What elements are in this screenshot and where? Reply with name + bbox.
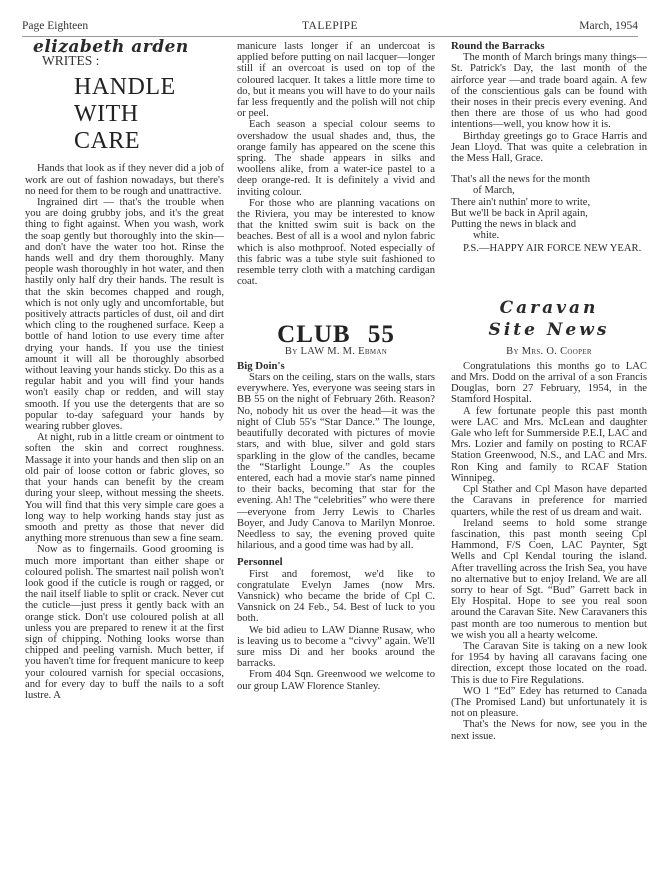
issue-date: March, 1954	[579, 20, 638, 32]
paragraph: Each season a special colour seems to overshadow the usual shades and, thus, the orange family has appeared on the scene this spring. The shade appears in silks and woollens alike, from a water-ice pastel to a deep orange-red. It is definitely a vivid and inviting colour.	[237, 119, 435, 198]
poem-line: That's all the news for the month	[451, 174, 591, 186]
paragraph: First and foremost, we'd like to congratulate Evelyn James (now Mrs. Vansnick) who became the bride of Cpl C. Vansnick on 24 Feb., 54. Best of luck to you both.	[237, 568, 435, 625]
caravan-byline: By Mrs. O. Cooper	[506, 345, 592, 357]
section-heading: Round the Barracks	[451, 40, 545, 52]
poem-line: But we'll be back in April again,	[451, 207, 588, 219]
title-line: Site News	[488, 319, 610, 340]
article-brand: elizabeth arden	[33, 37, 189, 57]
title-line: HANDLE	[74, 74, 176, 101]
paragraph: Ingrained dirt — that's the trouble when you are doing grubby jobs, and it's the great thing to fight against. When you wash, work the soap gently but thoroughly into the skin—and don't have the water too hot. Rinse the hands well and dry them thoroughly. Many people wash thoroughly in hot water, and then hastily only half dry their hands. The result is that the skin becomes chapped and rough, which is not only ugly and uncomfortable, but positively attracts particles of dust, oil and dirt which cling to the roughened surface. Keep a bottle of hand lotion to use every time after drying your hands. If you use the tiniest amount it will all be thoroughly absorbed without leaving your hands sticky. Do this as a regular habit and you will find your hands won't easily chap or redden, and will stay smooth. If you use the detergents that are so popular to-day safeguard your hands by wearing rubber gloves.	[25, 197, 224, 433]
paragraph: A few fortunate people this past month were LAC and Mrs. McLean and daughter Gale who left for Summerside P.E.I, LAC and Mrs. Lozier and family on posting to RCAF Station Greenwood, N.S., and LAC and Mrs. Ron King and family to RCAF Station Winnipeg.	[451, 405, 647, 484]
poem-line: Putting the news in black and	[451, 219, 577, 231]
paragraph: WO 1 “Ed” Edey has returned to Canada (The Promised Land) but unfortunately it is not on pleasure.	[451, 685, 647, 720]
page-number: Page Eighteen	[22, 20, 89, 32]
section-heading: Big Doin's	[237, 359, 285, 372]
paragraph: Now as to fingernails. Good grooming is much more important than either shape or coloured polish. The smartest nail polish won't look good if the cuticle is rough or ragged, or the nail itself liable to split or crack. Never cut the cuticle—just press it gently back with an orange stick. Don't use coloured polish at all unless you are prepared to renew it at the first sign of chipping. Nothing looks worse than chipped and peeling varnish. Much better, if you haven't time for frequent manicure to keep your coloured varnish for special occasions, and for every day to buff the nails to a soft lustre. A	[25, 544, 224, 701]
poem	[451, 174, 647, 241]
poem-line: There ain't nuthin' more to write,	[451, 196, 591, 208]
article-title	[74, 74, 224, 155]
paragraph: We bid adieu to LAW Dianne Rusaw, who is leaving us to become a “civvy” again. We'll sure miss Di and her books around the barracks.	[237, 624, 435, 670]
paragraph: manicure lasts longer if an undercoat is applied before putting on nail lacquer—longer still if an overcoat is used on top of the coloured lacquer. It takes a little more time to do, but it means you will have to do your nails far less frequently and the polish will not chip or peel.	[237, 41, 435, 120]
column-1	[25, 37, 224, 701]
paragraph: Cpl Stather and Cpl Mason have departed the Caravans in preference for married quarters, while the rest of us dream and wait.	[451, 484, 647, 518]
poem-line: of March,	[473, 185, 515, 197]
club55-title: CLUB 55	[277, 321, 395, 349]
paragraph: The Caravan Site is taking on a new look for 1954 by having all caravans facing one direction, except those located on the road. This is due to Fire Regulations.	[451, 640, 647, 686]
section-heading: Personnel	[237, 556, 283, 569]
page-header	[22, 14, 638, 34]
paragraph: Stars on the ceiling, stars on the walls, stars everywhere. Yes, everyone was seeing stars in BB 55 on the night of February 26th. Reason? No, nobody hit us over the head—it was the night of Club 55's “Star Dance.” The lounge, beautifully decorated with pictures of movie stars, and with blue, silver and gold stars sparkling in the glow of the candles, became the “Starlight Lounge.” As the couples entered, each had a movie star's name pinned to their backs, becoming that star for the evening. Ah! The “celebrities” who were there—everyone from Jerry Lewis to Charles Boyer, and Judy Canova to Marilyn Monroe. Needless to say, the evening proved quite hilarious, and a good time was had by all.	[237, 372, 435, 552]
title-line: WITH	[74, 101, 139, 128]
paragraph: At night, rub in a little cream or ointment to soften the skin and correct roughness. Massage it into your hands and then slip on an old pair of loose cotton or fabric gloves, so that your hands can benefit by the cream during your sleep, without messing the sheets. You will find that this very simple care goes a long way to help working hands stay just as smooth and pretty as those that never did anything more strenuous than sew a fine seam.	[25, 432, 224, 545]
caravan-title	[451, 297, 647, 341]
paragraph: The month of March brings many things—St. Patrick's Day, the last month of the airforce year —and trade board again. A few of the conscientious gals can be found with their noses in their precis every evening. And then there are those of us who had good intentions—well, you know how it is.	[451, 52, 647, 131]
paragraph: Congratulations this months go to LAC and Mrs. Dodd on the arrival of a son Francis Douglas, born 27 February, 1954, in the Stamford Hospital.	[451, 360, 647, 406]
title-line: CARE	[74, 128, 141, 155]
club55-byline: By LAW M. M. Ebman	[284, 345, 388, 357]
paragraph: That's the News for now, see you in the next issue.	[451, 719, 647, 742]
postscript: P.S.—HAPPY AIR FORCE NEW YEAR.	[463, 243, 642, 255]
publication-name: TALEPIPE	[301, 20, 359, 32]
title-line: Caravan	[499, 297, 599, 318]
paragraph: Birthday greetings go to Grace Harris and Jean Lloyd. That was quite a celebration in the Mess Hall, Grace.	[451, 130, 647, 165]
paragraph: For those who are planning vacations on the Riviera, you may be interested to know that the knitted swim suit is back on the beaches. Best of all is a wool and nylon fabric which is also mothproof. Noted especially of this fabric was a tube style suit fashioned to resemble terry cloth with a matching cardigan coat.	[237, 197, 435, 288]
paragraph: Hands that look as if they never did a job of work are out of fashion nowadays, but there's no need for them to be rough and unattractive.	[25, 163, 224, 197]
paragraph: From 404 Sqn. Greenwood we welcome to our group LAW Florence Stanley.	[237, 669, 435, 692]
column-2	[237, 41, 435, 692]
article-writes: WRITES :	[42, 53, 100, 69]
poem-line: white.	[473, 230, 500, 242]
paragraph: Ireland seems to hold some strange fascination, this past month seeing Cpl Hammond, F/S Coen, LAC Paynter, Sgt Wells and Cpl Kendal touring the island. After travelling across the Irish Sea, you have no alternative but to enjoy Ireland. We are all sorry to hear of Sgt. “Bud” Garrett back in Ely Hospital. Hope to see you real soon around the Caravan Site. New Caravaners this past month are too numerous to mention but we wish you all a hearty welcome.	[451, 517, 647, 641]
column-3	[451, 41, 647, 742]
